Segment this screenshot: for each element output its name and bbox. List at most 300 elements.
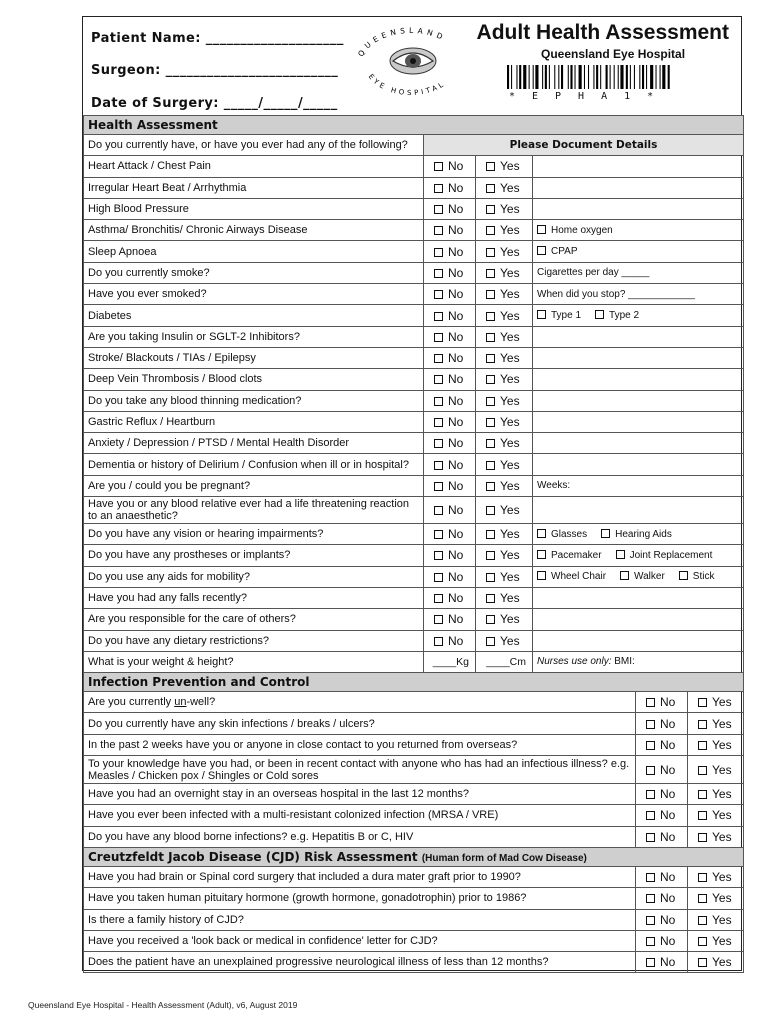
checkbox-option[interactable]: [434, 266, 463, 280]
checkbox-label: No: [660, 737, 676, 752]
checkbox-option[interactable]: [434, 634, 463, 648]
answer-cell[interactable]: [424, 220, 476, 241]
checkbox-option[interactable]: [434, 458, 463, 472]
question-text: High Blood Pressure: [84, 198, 424, 219]
checkbox-icon[interactable]: [486, 506, 495, 515]
checkbox-icon[interactable]: [486, 482, 495, 491]
date-of-surgery-field[interactable]: Date of Surgery: _____/_____/_____: [91, 96, 338, 111]
checkbox-option[interactable]: [486, 570, 520, 584]
checkbox-icon[interactable]: [620, 571, 629, 580]
checkbox-option[interactable]: [434, 223, 463, 237]
checkbox-icon[interactable]: [698, 833, 707, 842]
details-cell[interactable]: [533, 433, 744, 454]
checkbox-option[interactable]: [646, 830, 675, 844]
answer-cell[interactable]: [688, 909, 744, 930]
checkbox-option[interactable]: [486, 527, 520, 541]
checkbox-icon[interactable]: [646, 937, 655, 946]
checkbox-icon[interactable]: [698, 741, 707, 750]
checkbox-icon[interactable]: [486, 397, 495, 406]
answer-cell[interactable]: [424, 241, 476, 262]
barcode-bar: [545, 65, 547, 89]
checkbox-icon[interactable]: [698, 873, 707, 882]
answer-cell[interactable]: [424, 390, 476, 411]
checkbox-option[interactable]: [486, 548, 520, 562]
answer-cell[interactable]: [424, 524, 476, 545]
details-cell[interactable]: [533, 198, 744, 219]
checkbox-option[interactable]: [486, 181, 520, 195]
checkbox-option[interactable]: [646, 891, 675, 905]
checkbox-option[interactable]: [698, 738, 732, 752]
checkbox-option[interactable]: [486, 612, 520, 626]
bmi-cell[interactable]: [533, 651, 744, 672]
patient-name-field[interactable]: Patient Name: ____________________: [91, 31, 344, 46]
question-part: Do you currently have any skin infections / breaks / ulcers?: [88, 717, 375, 730]
logo-text-top: QUEENSLAND: [356, 25, 448, 59]
answer-cell[interactable]: [424, 566, 476, 587]
checkbox-option[interactable]: [486, 223, 520, 237]
checkbox-icon[interactable]: [486, 461, 495, 470]
checkbox-icon[interactable]: [434, 461, 443, 470]
details-cell[interactable]: [533, 630, 744, 651]
answer-cell[interactable]: [476, 369, 533, 390]
checkbox-option[interactable]: [698, 787, 732, 801]
checkbox-icon[interactable]: [434, 594, 443, 603]
checkbox-icon[interactable]: [486, 333, 495, 342]
details-cell[interactable]: [533, 587, 744, 608]
answer-cell[interactable]: [476, 475, 533, 496]
checkbox-icon[interactable]: [486, 551, 495, 560]
checkbox-icon[interactable]: [486, 312, 495, 321]
answer-cell[interactable]: [424, 545, 476, 566]
answer-cell[interactable]: [636, 756, 688, 784]
checkbox-option[interactable]: [646, 870, 675, 884]
answer-cell[interactable]: [476, 390, 533, 411]
checkbox-option[interactable]: [486, 394, 520, 408]
checkbox-option[interactable]: [616, 550, 713, 561]
checkbox-option[interactable]: [537, 529, 587, 540]
answer-cell[interactable]: [636, 734, 688, 755]
answer-cell[interactable]: [636, 784, 688, 805]
answer-cell[interactable]: [636, 866, 688, 887]
checkbox-option[interactable]: [698, 891, 732, 905]
details-cell[interactable]: [533, 454, 744, 475]
answer-cell[interactable]: [688, 784, 744, 805]
checkbox-icon[interactable]: [434, 573, 443, 582]
checkbox-icon[interactable]: [537, 246, 546, 255]
checkbox-icon[interactable]: [486, 162, 495, 171]
checkbox-label: No: [448, 287, 464, 302]
answer-cell[interactable]: [424, 198, 476, 219]
checkbox-icon[interactable]: [434, 312, 443, 321]
health-row: [84, 198, 744, 219]
checkbox-option[interactable]: [434, 479, 463, 493]
checkbox-icon[interactable]: [486, 615, 495, 624]
question-text: [84, 826, 636, 847]
checkbox-option[interactable]: [434, 351, 463, 365]
checkbox-option[interactable]: [537, 550, 602, 561]
checkbox-option[interactable]: [486, 202, 520, 216]
checkbox-label: No: [448, 265, 464, 280]
barcode-text: *EPHA1*: [509, 91, 671, 102]
checkbox-icon[interactable]: [646, 958, 655, 967]
answer-cell[interactable]: [476, 177, 533, 198]
barcode-bar: [642, 65, 644, 89]
answer-cell[interactable]: [424, 156, 476, 177]
details-cell[interactable]: [533, 524, 744, 545]
answer-cell[interactable]: [636, 805, 688, 826]
checkbox-option[interactable]: [486, 503, 520, 517]
checkbox-option[interactable]: [434, 372, 463, 386]
answer-cell[interactable]: [476, 587, 533, 608]
answer-cell[interactable]: [424, 475, 476, 496]
checkbox-option[interactable]: [698, 934, 732, 948]
checkbox-icon[interactable]: [434, 184, 443, 193]
checkbox-option[interactable]: [486, 591, 520, 605]
checkbox-option[interactable]: [698, 830, 732, 844]
checkbox-icon[interactable]: [486, 573, 495, 582]
answer-cell[interactable]: [476, 411, 533, 432]
checkbox-option[interactable]: [698, 763, 732, 777]
checkbox-option[interactable]: [646, 913, 675, 927]
checkbox-label: No: [448, 329, 464, 344]
checkbox-icon[interactable]: [486, 269, 495, 278]
surgeon-field[interactable]: Surgeon: _________________________: [91, 63, 339, 78]
answer-cell[interactable]: [688, 756, 744, 784]
checkbox-icon[interactable]: [698, 916, 707, 925]
checkbox-option[interactable]: [434, 527, 463, 541]
checkbox-label: No: [448, 436, 464, 451]
question-text: Stroke/ Blackouts / TIAs / Epilepsy: [84, 347, 424, 368]
question-text: [84, 784, 636, 805]
answer-cell[interactable]: [424, 609, 476, 630]
answer-cell[interactable]: [688, 713, 744, 734]
answer-cell[interactable]: [636, 909, 688, 930]
checkbox-option[interactable]: [698, 870, 732, 884]
checkbox-option[interactable]: [537, 225, 613, 236]
checkbox-icon[interactable]: [646, 720, 655, 729]
checkbox-label: Hearing Aids: [615, 528, 672, 540]
checkbox-option[interactable]: [486, 415, 520, 429]
checkbox-option[interactable]: [434, 612, 463, 626]
hospital-logo: [351, 25, 471, 95]
checkbox-option[interactable]: [434, 330, 463, 344]
details-cell[interactable]: [533, 369, 744, 390]
health-row: [84, 284, 744, 305]
checkbox-option[interactable]: [595, 310, 639, 321]
checkbox-option[interactable]: [434, 287, 463, 301]
details-cell[interactable]: [533, 475, 744, 496]
form-subtitle: Queensland Eye Hospital: [541, 47, 686, 61]
checkbox-label: No: [448, 548, 464, 563]
checkbox-option[interactable]: [646, 808, 675, 822]
barcode-bar: [535, 65, 538, 89]
answer-cell[interactable]: [688, 692, 744, 713]
answer-cell[interactable]: [688, 866, 744, 887]
answer-cell[interactable]: [424, 454, 476, 475]
checkbox-option[interactable]: [434, 202, 463, 216]
checkbox-icon[interactable]: [434, 226, 443, 235]
checkbox-icon[interactable]: [486, 248, 495, 257]
details-cell[interactable]: [533, 177, 744, 198]
answer-cell[interactable]: [636, 692, 688, 713]
checkbox-option[interactable]: [601, 529, 672, 540]
checkbox-option[interactable]: [486, 309, 520, 323]
answer-cell[interactable]: [688, 888, 744, 909]
checkbox-icon[interactable]: [486, 637, 495, 646]
health-row: [84, 369, 744, 390]
checkbox-option[interactable]: [646, 763, 675, 777]
answer-cell[interactable]: [476, 220, 533, 241]
answer-cell[interactable]: [636, 826, 688, 847]
answer-cell[interactable]: [424, 433, 476, 454]
checkbox-option[interactable]: [486, 458, 520, 472]
answer-cell[interactable]: [476, 566, 533, 587]
checkbox-label: Yes: [500, 244, 520, 259]
checkbox-icon[interactable]: [434, 248, 443, 257]
checkbox-icon[interactable]: [646, 916, 655, 925]
checkbox-option[interactable]: [646, 787, 675, 801]
checkbox-icon[interactable]: [698, 766, 707, 775]
health-row: [84, 156, 744, 177]
answer-cell[interactable]: [424, 347, 476, 368]
checkbox-option[interactable]: [486, 479, 520, 493]
details-cell[interactable]: [533, 609, 744, 630]
answer-cell[interactable]: [476, 305, 533, 326]
checkbox-option[interactable]: [434, 245, 463, 259]
checkbox-option[interactable]: [537, 571, 606, 582]
question-text: Do you take any blood thinning medication?: [84, 390, 424, 411]
details-cell[interactable]: [533, 347, 744, 368]
checkbox-icon[interactable]: [646, 766, 655, 775]
checkbox-option[interactable]: [646, 738, 675, 752]
answer-cell[interactable]: [476, 347, 533, 368]
checkbox-icon[interactable]: [434, 354, 443, 363]
question-text: Dementia or history of Delirium / Confusion when ill or in hospital?: [84, 454, 424, 475]
checkbox-icon[interactable]: [698, 698, 707, 707]
answer-cell[interactable]: [688, 805, 744, 826]
checkbox-icon[interactable]: [646, 698, 655, 707]
checkbox-label: Yes: [500, 527, 520, 542]
answer-cell[interactable]: [688, 734, 744, 755]
barcode-bar: [529, 65, 530, 89]
checkbox-icon[interactable]: [434, 482, 443, 491]
checkbox-icon[interactable]: [486, 184, 495, 193]
checkbox-option[interactable]: [537, 310, 581, 321]
checkbox-icon[interactable]: [646, 790, 655, 799]
details-cell[interactable]: [533, 156, 744, 177]
checkbox-icon[interactable]: [679, 571, 688, 580]
details-cell[interactable]: [533, 566, 744, 587]
checkbox-icon[interactable]: [434, 551, 443, 560]
checkbox-option[interactable]: [537, 246, 578, 257]
checkbox-icon[interactable]: [601, 529, 610, 538]
checkbox-icon[interactable]: [698, 811, 707, 820]
infection-row: [84, 734, 744, 755]
barcode-bar: [650, 65, 653, 89]
question-text: [84, 805, 636, 826]
checkbox-icon[interactable]: [537, 310, 546, 319]
checkbox-option[interactable]: [698, 717, 732, 731]
checkbox-icon[interactable]: [537, 225, 546, 234]
answer-cell[interactable]: [424, 630, 476, 651]
health-row: [84, 220, 744, 241]
answer-cell[interactable]: [476, 156, 533, 177]
answer-cell[interactable]: [636, 930, 688, 951]
checkbox-icon[interactable]: [486, 205, 495, 214]
checkbox-option[interactable]: [434, 309, 463, 323]
section-subtitle: (Human form of Mad Cow Disease): [421, 852, 587, 864]
checkbox-label: Home oxygen: [551, 224, 613, 236]
answer-cell[interactable]: [688, 930, 744, 951]
details-cell[interactable]: [533, 497, 744, 524]
details-cell[interactable]: [533, 411, 744, 432]
checkbox-option[interactable]: [434, 503, 463, 517]
answer-cell[interactable]: [424, 411, 476, 432]
details-cell[interactable]: [533, 326, 744, 347]
checkbox-option[interactable]: [486, 436, 520, 450]
checkbox-icon[interactable]: [698, 937, 707, 946]
answer-cell[interactable]: [424, 326, 476, 347]
checkbox-icon[interactable]: [434, 615, 443, 624]
checkbox-option[interactable]: [486, 372, 520, 386]
checkbox-icon[interactable]: [434, 333, 443, 342]
answer-cell[interactable]: [636, 713, 688, 734]
checkbox-option[interactable]: [434, 394, 463, 408]
checkbox-icon[interactable]: [595, 310, 604, 319]
checkbox-option[interactable]: [486, 266, 520, 280]
answer-cell[interactable]: [688, 826, 744, 847]
answer-cell[interactable]: [476, 497, 533, 524]
weight-field[interactable]: ____Kg: [424, 651, 476, 672]
checkbox-icon[interactable]: [646, 894, 655, 903]
answer-cell[interactable]: [476, 326, 533, 347]
checkbox-icon[interactable]: [434, 162, 443, 171]
answer-cell[interactable]: [688, 952, 744, 973]
checkbox-icon[interactable]: [537, 550, 546, 559]
answer-cell[interactable]: [476, 524, 533, 545]
checkbox-icon[interactable]: [698, 958, 707, 967]
answer-cell[interactable]: [476, 241, 533, 262]
checkbox-option[interactable]: [434, 436, 463, 450]
details-cell[interactable]: [533, 545, 744, 566]
details-cell[interactable]: [533, 284, 744, 305]
checkbox-option[interactable]: [646, 717, 675, 731]
checkbox-option[interactable]: [434, 548, 463, 562]
checkbox-label: No: [448, 159, 464, 174]
checkbox-icon[interactable]: [537, 529, 546, 538]
checkbox-option[interactable]: [620, 571, 665, 582]
checkbox-icon[interactable]: [434, 530, 443, 539]
answer-cell[interactable]: [476, 284, 533, 305]
checkbox-icon[interactable]: [537, 571, 546, 580]
answer-cell[interactable]: [424, 369, 476, 390]
checkbox-option[interactable]: [646, 695, 675, 709]
answer-cell[interactable]: [424, 305, 476, 326]
checkbox-icon[interactable]: [434, 418, 443, 427]
details-cell[interactable]: [533, 262, 744, 283]
checkbox-option[interactable]: [698, 808, 732, 822]
checkbox-icon[interactable]: [486, 594, 495, 603]
checkbox-option[interactable]: [646, 934, 675, 948]
checkbox-label: Yes: [500, 180, 520, 195]
checkbox-option[interactable]: [486, 634, 520, 648]
checkbox-icon[interactable]: [486, 290, 495, 299]
checkbox-icon[interactable]: [434, 205, 443, 214]
answer-cell[interactable]: [476, 262, 533, 283]
checkbox-option[interactable]: [486, 245, 520, 259]
checkbox-option[interactable]: [679, 571, 715, 582]
checkbox-icon[interactable]: [646, 873, 655, 882]
checkbox-option[interactable]: [486, 330, 520, 344]
checkbox-icon[interactable]: [434, 439, 443, 448]
checkbox-label: Yes: [712, 737, 732, 752]
answer-cell[interactable]: [424, 284, 476, 305]
checkbox-option[interactable]: [486, 287, 520, 301]
answer-cell[interactable]: [476, 454, 533, 475]
answer-cell[interactable]: [636, 888, 688, 909]
checkbox-icon[interactable]: [434, 506, 443, 515]
answer-cell[interactable]: [424, 177, 476, 198]
checkbox-icon[interactable]: [486, 530, 495, 539]
answer-cell[interactable]: [476, 545, 533, 566]
checkbox-label: No: [448, 308, 464, 323]
checkbox-option[interactable]: [698, 955, 732, 969]
checkbox-icon[interactable]: [486, 375, 495, 384]
checkbox-option[interactable]: [698, 913, 732, 927]
answer-cell[interactable]: [424, 262, 476, 283]
checkbox-icon[interactable]: [486, 439, 495, 448]
checkbox-option[interactable]: [434, 591, 463, 605]
details-cell[interactable]: [533, 390, 744, 411]
checkbox-option[interactable]: [486, 351, 520, 365]
checkbox-icon[interactable]: [698, 720, 707, 729]
checkbox-icon[interactable]: [646, 811, 655, 820]
details-cell[interactable]: [533, 220, 744, 241]
checkbox-option[interactable]: [434, 415, 463, 429]
checkbox-icon[interactable]: [434, 269, 443, 278]
checkbox-option[interactable]: [698, 695, 732, 709]
checkbox-option[interactable]: [486, 159, 520, 173]
answer-cell[interactable]: [476, 198, 533, 219]
checkbox-icon[interactable]: [434, 637, 443, 646]
checkbox-icon[interactable]: [486, 354, 495, 363]
height-field[interactable]: ____Cm: [476, 651, 533, 672]
checkbox-option[interactable]: [434, 570, 463, 584]
checkbox-icon[interactable]: [646, 741, 655, 750]
answer-cell[interactable]: [636, 952, 688, 973]
checkbox-option[interactable]: [646, 955, 675, 969]
answer-cell[interactable]: [424, 587, 476, 608]
checkbox-icon[interactable]: [434, 375, 443, 384]
checkbox-icon[interactable]: [616, 550, 625, 559]
checkbox-option[interactable]: [434, 181, 463, 195]
checkbox-label: No: [660, 955, 676, 970]
checkbox-icon[interactable]: [486, 226, 495, 235]
checkbox-icon[interactable]: [698, 790, 707, 799]
answer-cell[interactable]: [424, 497, 476, 524]
checkbox-icon[interactable]: [434, 290, 443, 299]
details-cell[interactable]: [533, 305, 744, 326]
checkbox-option[interactable]: [434, 159, 463, 173]
answer-cell[interactable]: [476, 433, 533, 454]
details-cell[interactable]: [533, 241, 744, 262]
checkbox-icon[interactable]: [698, 894, 707, 903]
checkbox-icon[interactable]: [646, 833, 655, 842]
answer-cell[interactable]: [476, 630, 533, 651]
answer-cell[interactable]: [476, 609, 533, 630]
checkbox-icon[interactable]: [486, 418, 495, 427]
checkbox-icon[interactable]: [434, 397, 443, 406]
